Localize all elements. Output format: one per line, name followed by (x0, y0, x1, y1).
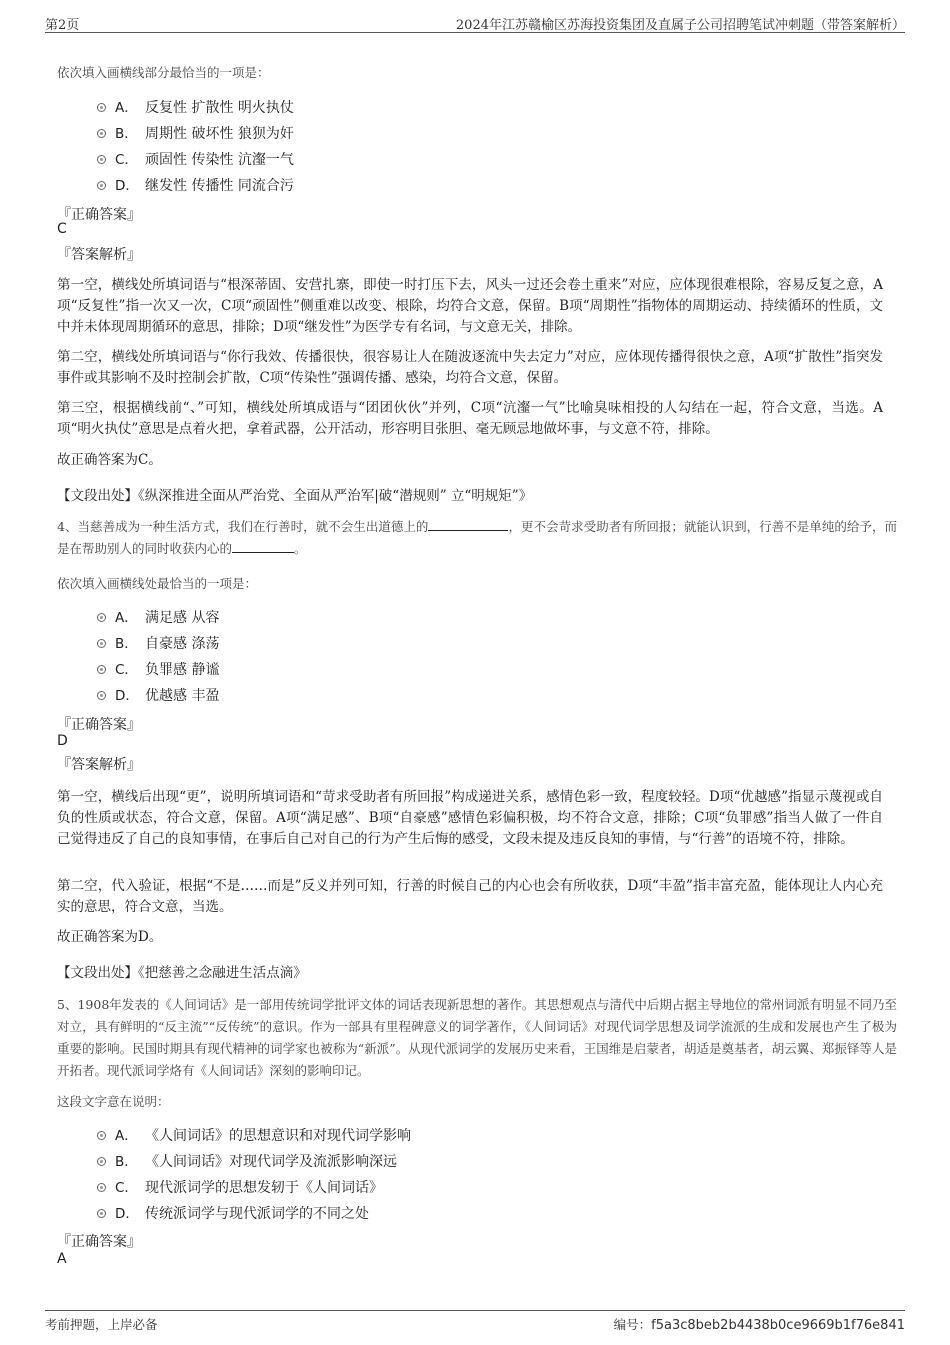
q3-instruction: 依次填入画横线部分最恰当的一项是： (57, 65, 270, 80)
radio-icon[interactable] (97, 639, 106, 648)
document-title: 2024年江苏赣榆区苏海投资集团及直属子公司招聘笔试冲刺题（带答案解析） (455, 18, 905, 33)
q5-option-d[interactable]: D． 传统派词学与现代派词学的不同之处 (97, 1203, 497, 1225)
q5-answer: A (57, 1251, 67, 1267)
q3-answer: C (57, 221, 67, 237)
page-footer (45, 1310, 905, 1337)
q5-option-c[interactable]: C． 现代派词学的思想发轫于《人间词话》 (97, 1177, 497, 1199)
document-code: 编号：f5a3c8beb2b4438b0ce9669b1f76e841 (613, 1317, 905, 1333)
q4-analysis-label: 『答案解析』 (57, 757, 141, 773)
q3-analysis-label: 『答案解析』 (57, 247, 141, 263)
q4-option-b[interactable]: B． 自豪感 涤荡 (97, 633, 397, 655)
radio-icon[interactable] (97, 129, 106, 138)
radio-icon[interactable] (97, 1131, 106, 1140)
page-header (45, 12, 905, 33)
q4-instruction: 依次填入画横线处最恰当的一项是： (57, 576, 258, 591)
q4-answer-label: 『正确答案』 (57, 717, 141, 733)
q5-option-b[interactable]: B． 《人间词话》对现代词学及流派影响深远 (97, 1151, 497, 1173)
page-number: 第2页 (45, 18, 80, 33)
q3-analysis-para-2: 第二空，横线处所填词语与“你行我效、传播很快，很容易让人在随波逐流中失去定力”对应，应体现传播得很快之意，A项“扩散性”指突发事件或其影响不及时控制会扩散，C项“传染性”强调传播、感染，均符合文意，保留。 (57, 349, 883, 386)
q4-answer: D (57, 733, 68, 749)
q4-source: 【文段出处】《把慈善之念融进生活点滴》 (57, 965, 307, 981)
q4-option-c[interactable]: C． 负罪感 静谧 (97, 659, 397, 681)
radio-icon[interactable] (97, 1157, 106, 1166)
q3-analysis-para-1: 第一空，横线处所填词语与“根深蒂固、安营扎寨，即使一时打压下去，风头一过还会卷土重来”对应，应体现很难根除，容易反复之意，A项“反复性”指一次又一次，C项“顽固性”侧重难以改变、根除，均符合文意，保留。B项“周期性”指物体的周期运动、持续循环的性质，文中并未体现周期循环的意思，排除；D项“继发性”为医学专有名词，与文意无关，排除。 (57, 277, 883, 335)
footer-slogan: 考前押题，上岸必备 (45, 1317, 158, 1332)
radio-icon[interactable] (97, 1209, 106, 1218)
q3-answer-label: 『正确答案』 (57, 207, 141, 223)
q4-analysis-para-1: 第一空，横线后出现“更”，说明所填词语和“苛求受助者有所回报”构成递进关系，感情色彩一致，程度较轻。D项“优越感”指显示蔑视或自负的性质或状态，符合文意，保留。A项“满足感”、B项“自豪感”感情色彩偏积极，均不符合文意，排除；C项“负罪感”指当人做了一件自己觉得违反了自己的良知事情，在事后自己对自己的行为产生后悔的感受，文段未提及违反良知的事情，与“行善”的语境不符，排除。 (57, 789, 883, 847)
q3-analysis-conclusion: 故正确答案为C。 (57, 452, 162, 468)
q5-stem: 5、1908年发表的《人间词话》是一部用传统词学批评文体的词话表现新思想的著作。其思想观点与清代中后期占据主导地位的常州词派有明显不同乃至对立，具有鲜明的“反主流”“反传统”的意识。作为一部具有里程碑意义的词学著作，《人间词话》对现代词学思想及词学流派的生成和发展也产生了极为重要的影响。民国时期具有现代精神的词学家也被称为“新派”。从现代派词学的发展历史来看，王国维是启蒙者，胡适是奠基者，胡云翼、郑振铎等人是开拓者。现代派词学烙有《人间词话》深刻的影响印记。 (57, 997, 897, 1078)
radio-icon[interactable] (97, 103, 106, 112)
q3-option-d[interactable]: D． 继发性 传播性 同流合污 (97, 175, 397, 197)
q3-option-a[interactable]: A． 反复性 扩散性 明火执仗 (97, 97, 397, 119)
q5-answer-label: 『正确答案』 (57, 1234, 141, 1250)
q3-option-c[interactable]: C． 顽固性 传染性 沆瀣一气 (97, 149, 397, 171)
radio-icon[interactable] (97, 691, 106, 700)
radio-icon[interactable] (97, 155, 106, 164)
blank-line (428, 518, 508, 531)
q4-analysis-para-2: 第二空，代入验证，根据“不是……而是”反义并列可知，行善的时候自己的内心也会有所收获，D项“丰盈”指丰富充盈，能体现让人内心充实的意思，符合文意，当选。 (57, 878, 883, 915)
q5-instruction: 这段文字意在说明： (57, 1094, 170, 1109)
q4-analysis-conclusion: 故正确答案为D。 (57, 929, 163, 945)
q4-option-a[interactable]: A． 满足感 从容 (97, 607, 397, 629)
radio-icon[interactable] (97, 181, 106, 190)
q4-stem: 4、当慈善成为一种生活方式，我们在行善时，就不会生出道德上的 ，更不会苛求受助者有所回报；就能认识到，行善不是单纯的给予，而是在帮助别人的同时收获内心的 。 (57, 519, 897, 556)
radio-icon[interactable] (97, 665, 106, 674)
q3-source: 【文段出处】《纵深推进全面从严治党、全面从严治军|破“潜规则” 立“明规矩”》 (57, 488, 533, 504)
blank-line (232, 540, 294, 553)
q4-option-d[interactable]: D． 优越感 丰盈 (97, 685, 397, 707)
q5-option-a[interactable]: A． 《人间词话》的思想意识和对现代词学影响 (97, 1125, 497, 1147)
radio-icon[interactable] (97, 613, 106, 622)
radio-icon[interactable] (97, 1183, 106, 1192)
q3-option-b[interactable]: B． 周期性 破坏性 狼狈为奸 (97, 123, 397, 145)
q3-analysis-para-3: 第三空，根据横线前“、”可知，横线处所填成语与“团团伙伙”并列，C项“沆瀣一气”比喻臭味相投的人勾结在一起，符合文意，当选。A项“明火执仗”意思是点着火把，拿着武器，公开活动，形容明目张胆、毫无顾忌地做坏事，与文意不符，排除。 (57, 400, 883, 437)
